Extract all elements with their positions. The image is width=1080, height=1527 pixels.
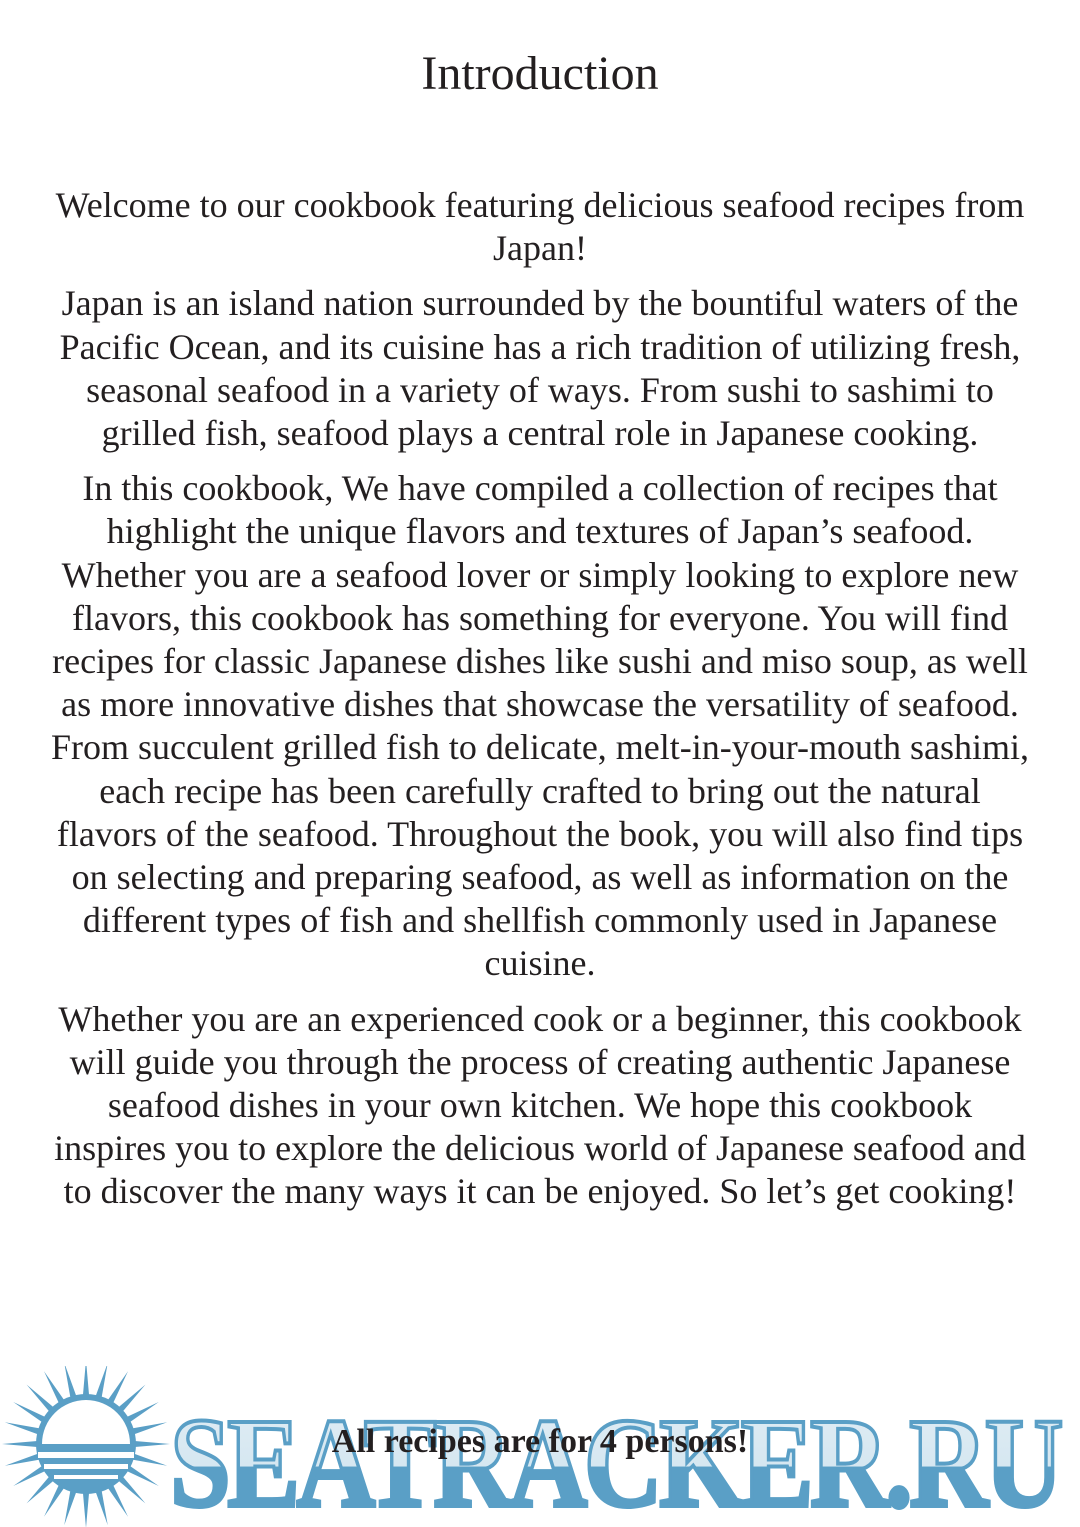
sun-ray	[83, 1366, 90, 1398]
intro-body	[50, 184, 1030, 1226]
sun-ray	[64, 1487, 77, 1525]
paragraph-closing: Whether you are an experienced cook or a beginner, this cookbook will guide you through the process of creating authentic Japanese seafood dishes in your own kitchen. We hope this cookbook inspires you to explore the delicious world of Japanese seafood and to discover the many ways it can be enjoyed. So let’s get cooking!	[54, 998, 1026, 1212]
page-title: Introduction	[421, 47, 659, 100]
sun-ray	[83, 1490, 90, 1527]
paragraph-welcome: Welcome to our cookbook featuring delicious seafood recipes from Japan!	[55, 185, 1025, 269]
persons-note: All recipes are for 4 persons!	[331, 1423, 749, 1460]
paragraph-cookbook: In this cookbook, We have compiled a collection of recipes that highlight the unique flavors and textures of Japan’s seafood. Whether you are a seafood lover or simply looking to explore new flavors, this cookbook has something for everyone. You will find recipes for classic Japanese dishes like sushi and miso soup, as well as more innovative dishes that showcase the versatility of seafood. From succulent grilled fish to delicate, melt-in-your-mouth sashimi, each recipe has been carefully crafted to bring out the natural flavors of the seafood. Throughout the book, you will also find tips on selecting and preparing seafood, as well as information on the different types of fish and shellfish commonly used in Japanese cuisine.	[50, 468, 1030, 984]
watermark-text: SEATRACKER.RU	[170, 1392, 1062, 1527]
sun-ray	[95, 1487, 108, 1525]
paragraph-japan: Japan is an island nation surrounded by the bountiful waters of the Pacific Ocean, and its cuisine has a rich tradition of utilizing fresh, seasonal seafood in a variety of ways. From sushi to sashimi to grilled fish, seafood plays a central role in Japanese cooking.	[59, 283, 1021, 454]
